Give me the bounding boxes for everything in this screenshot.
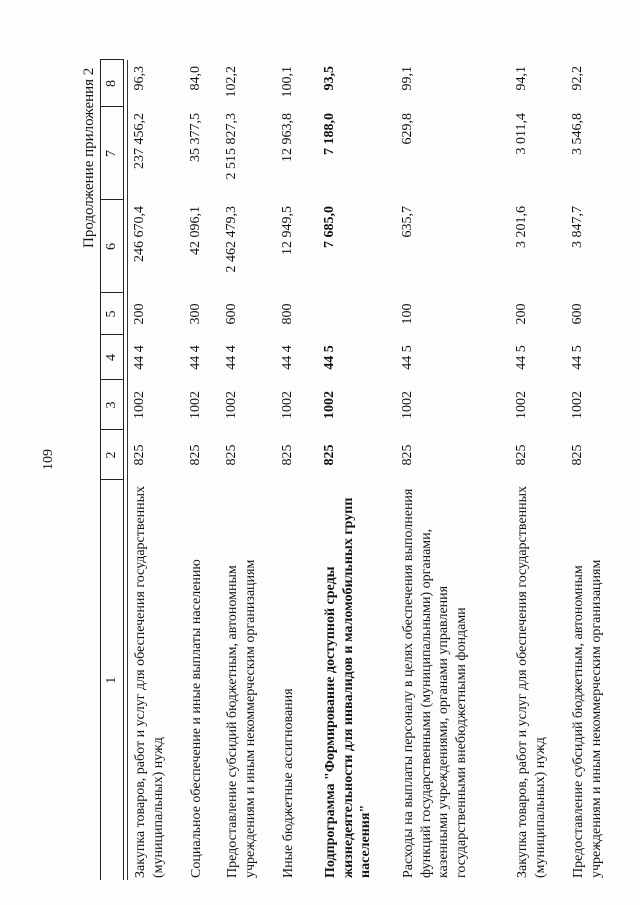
row-name: Закупка товаров, работ и услуг для обеспечения государственных (муниципальных) нужд — [133, 485, 166, 878]
cell-c3: 1002 — [280, 391, 295, 419]
cell-c2: 825 — [280, 444, 295, 466]
column-header: 2 — [101, 430, 124, 480]
cell-c6: 2 462 479,3 — [224, 206, 239, 273]
cell-c4: 44 5 — [570, 345, 585, 370]
table-row-subprogram — [316, 60, 394, 880]
cell-c3: 1002 — [322, 391, 337, 419]
cell-c7: 2 515 827,3 — [224, 113, 239, 180]
cell-c5: 300 — [188, 303, 203, 325]
cell-c7: 12 963,8 — [280, 113, 295, 162]
cell-c5: 800 — [280, 303, 295, 325]
column-header: 3 — [101, 380, 124, 430]
cell-c6: 3 201,6 — [514, 206, 529, 248]
column-header: 7 — [101, 107, 124, 200]
cell-c7: 7 188,0 — [322, 113, 337, 155]
cell-c5: 100 — [400, 303, 415, 325]
table-row — [182, 60, 218, 880]
cell-c6: 7 685,0 — [322, 206, 337, 248]
cell-c4: 44 4 — [132, 345, 147, 370]
column-header: 5 — [101, 293, 124, 335]
cell-c3: 1002 — [514, 391, 529, 419]
cell-c6: 246 670,4 — [132, 206, 147, 262]
cell-c6: 3 847,7 — [570, 206, 585, 248]
table-header-row — [101, 60, 124, 880]
cell-c8: 102,2 — [224, 66, 239, 98]
cell-c8: 96,3 — [132, 66, 147, 91]
budget-table-container — [100, 60, 610, 880]
cell-c2: 825 — [400, 444, 415, 466]
cell-c7: 3 011,4 — [514, 113, 529, 155]
cell-c6: 635,7 — [400, 206, 415, 238]
table-row — [508, 60, 564, 880]
cell-c3: 1002 — [400, 391, 415, 419]
row-name: Расходы на выплаты персоналу в целях обеспечения выполнения функций государственными (муниципальными) органами, казенными учреждениями, органами управления государственными внебюджетными фондами — [401, 488, 469, 878]
cell-c8: 84,0 — [188, 66, 203, 91]
cell-c3: 1002 — [224, 391, 239, 419]
cell-c2: 825 — [514, 444, 529, 466]
cell-c5: 600 — [224, 303, 239, 325]
table-row — [218, 60, 274, 880]
row-name: Социальное обеспечение и иные выплаты населению — [189, 559, 204, 878]
column-header: 4 — [101, 335, 124, 380]
cell-c2: 825 — [570, 444, 585, 466]
cell-c5: 200 — [514, 303, 529, 325]
cell-c3: 1002 — [570, 391, 585, 419]
cell-c8: 100,1 — [280, 66, 295, 98]
cell-c2: 825 — [224, 444, 239, 466]
column-header: 8 — [101, 60, 124, 107]
row-name: Иные бюджетные ассигнования — [281, 688, 296, 878]
cell-c8: 94,1 — [514, 66, 529, 91]
table-row — [124, 60, 183, 880]
row-name: Подпрограмма "Формирование доступной среды жизнедеятельности для инвалидов и маломобильных групп населения" — [323, 497, 373, 878]
cell-c7: 237 456,2 — [132, 113, 147, 169]
budget-table — [100, 60, 610, 881]
column-header: 6 — [101, 200, 124, 293]
cell-c6: 12 949,5 — [280, 206, 295, 255]
cell-c3: 1002 — [188, 391, 203, 419]
cell-c7: 629,8 — [400, 113, 415, 145]
column-header: 1 — [101, 480, 124, 880]
cell-c4: 44 4 — [280, 345, 295, 370]
cell-c5 — [316, 293, 394, 335]
cell-c4: 44 5 — [514, 345, 529, 370]
cell-c4: 44 4 — [224, 345, 239, 370]
cell-c2: 825 — [322, 444, 337, 466]
row-name: Закупка товаров, работ и услуг для обеспечения государственных (муниципальных) нужд — [515, 485, 548, 878]
cell-c6: 42 096,1 — [188, 206, 203, 255]
table-row — [394, 60, 508, 880]
table-row — [274, 60, 316, 880]
cell-c4: 44 5 — [400, 345, 415, 370]
page-number: 109 — [41, 449, 56, 470]
cell-c8: 93,5 — [322, 66, 337, 91]
cell-c7: 35 377,5 — [188, 113, 203, 162]
cell-c5: 600 — [570, 303, 585, 325]
cell-c3: 1002 — [132, 391, 147, 419]
cell-c4: 44 4 — [188, 345, 203, 370]
cell-c5: 200 — [132, 303, 147, 325]
table-row — [564, 60, 610, 880]
row-name: Предоставление субсидий бюджетным, автономным учреждениям и иным некоммерческим организациям — [225, 559, 258, 878]
cell-c7: 3 546,8 — [570, 113, 585, 155]
cell-c8: 92,2 — [570, 66, 585, 91]
cell-c2: 825 — [188, 444, 203, 466]
row-name: Предоставление субсидий бюджетным, автономным учреждениям и иным некоммерческим организациям — [571, 559, 604, 878]
continuation-caption: Продолжение приложения 2 — [81, 67, 97, 248]
cell-c8: 99,1 — [400, 66, 415, 91]
cell-c2: 825 — [132, 444, 147, 466]
cell-c4: 44 5 — [322, 345, 337, 370]
